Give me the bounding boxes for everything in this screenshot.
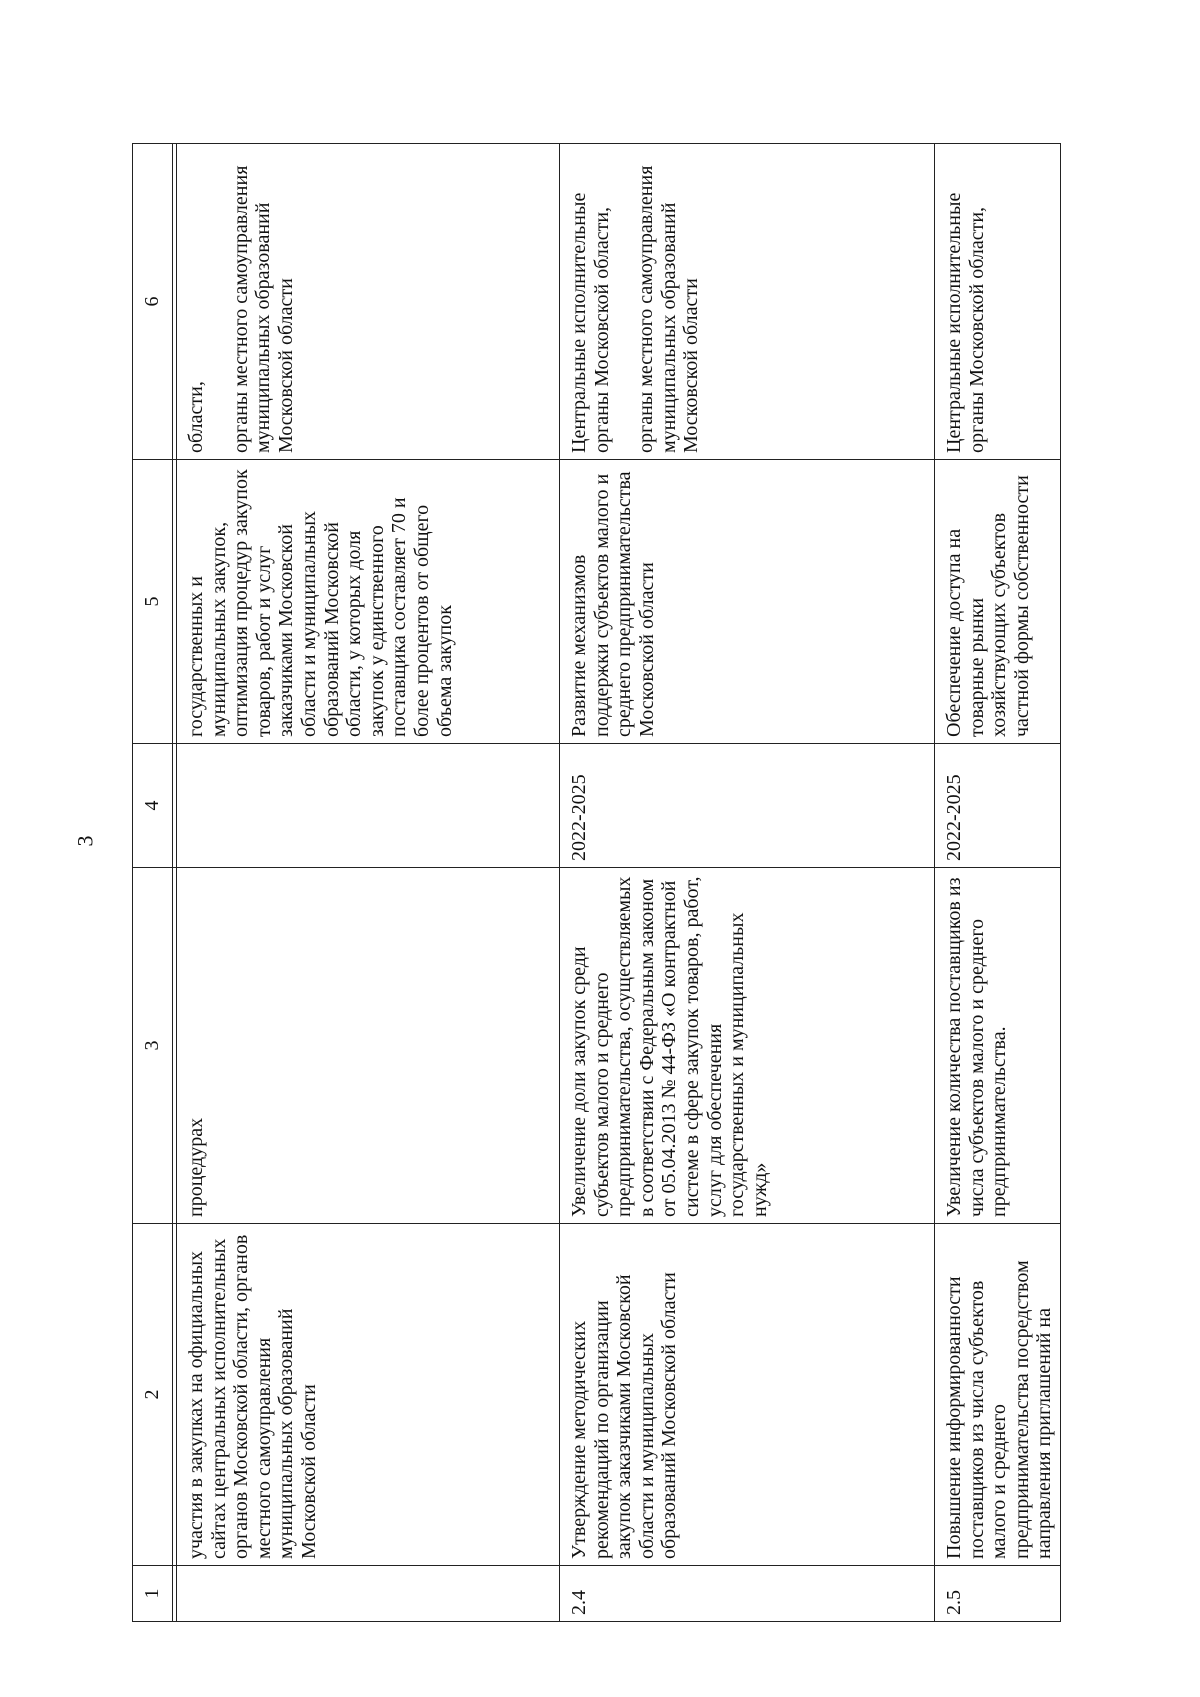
header-col-1: 1 — [133, 1566, 173, 1622]
goal-cell: Обеспечение доступа на товарные рынки хозяйствующих субъектов частной формы собственности — [935, 460, 1061, 744]
page-number: 3 — [72, 835, 98, 847]
goal-cell: государственных и муниципальных закупок, оптимизация процедур закупок товаров, работ и услуг заказчиками Московской области и муниципальных образований Московской области, у которых доля закупок у единственного поставщика составляет 70 и более процентов от общего объема закупок — [177, 460, 560, 744]
measure-cell: Утверждение методических рекомендаций по организации закупок заказчиками Московской области и муниципальных образований Московской области — [560, 1224, 935, 1566]
table-row — [935, 144, 1061, 1622]
expected-result-cell: процедурах — [177, 868, 560, 1224]
header-col-3: 3 — [133, 868, 173, 1224]
executor-text: Центральные исполнительные органы Московской области, — [568, 192, 613, 453]
measure-cell: участия в закупках на официальных сайтах центральных исполнительных органов Московской области, органов местного самоуправления муниципальных образований Московской области — [177, 1224, 560, 1566]
expected-result-cell: Увеличение количества поставщиков из числа субъектов малого и среднего предпринимательства. — [935, 868, 1061, 1224]
expected-result-cell: Увеличение доли закупок среди субъектов малого и среднего предпринимательства, осуществляемых в соответствии с Федеральным законом от 05.04.2013 № 44-ФЗ «О контрактной системе в сфере закупок товаров, работ, услуг для обеспечения государственных и муниципальных нужд» — [560, 868, 935, 1224]
executor-text: Центральные исполнительные органы Московской области, — [943, 192, 988, 453]
executor-cell — [935, 144, 1061, 460]
table-row — [560, 144, 935, 1622]
executor-text: области, — [185, 381, 207, 453]
measures-table — [132, 143, 1061, 1622]
executor-text: органы местного самоуправления муниципальных образований Московской области — [635, 165, 703, 453]
row-number — [177, 1566, 560, 1622]
header-col-6: 6 — [133, 144, 173, 460]
header-col-4: 4 — [133, 744, 173, 868]
rotated-table-container — [132, 144, 1056, 1622]
row-number: 2.4 — [560, 1566, 935, 1622]
goal-cell: Развитие механизмов поддержки субъектов малого и среднего предпринимательства Московской области — [560, 460, 935, 744]
period-cell — [177, 744, 560, 868]
measure-cell: Повышение информированности поставщиков из числа субъектов малого и среднего предпринимательства посредством направления приглашений на — [935, 1224, 1061, 1566]
executor-cell — [560, 144, 935, 460]
period-cell: 2022-2025 — [935, 744, 1061, 868]
header-col-5: 5 — [133, 460, 173, 744]
row-number: 2.5 — [935, 1566, 1061, 1622]
period-cell: 2022-2025 — [560, 744, 935, 868]
header-row — [133, 144, 173, 1622]
table-row — [177, 144, 560, 1622]
executor-text: органы местного самоуправления муниципальных образований Московской области — [229, 165, 297, 453]
executor-cell — [177, 144, 560, 460]
header-col-2: 2 — [133, 1224, 173, 1566]
